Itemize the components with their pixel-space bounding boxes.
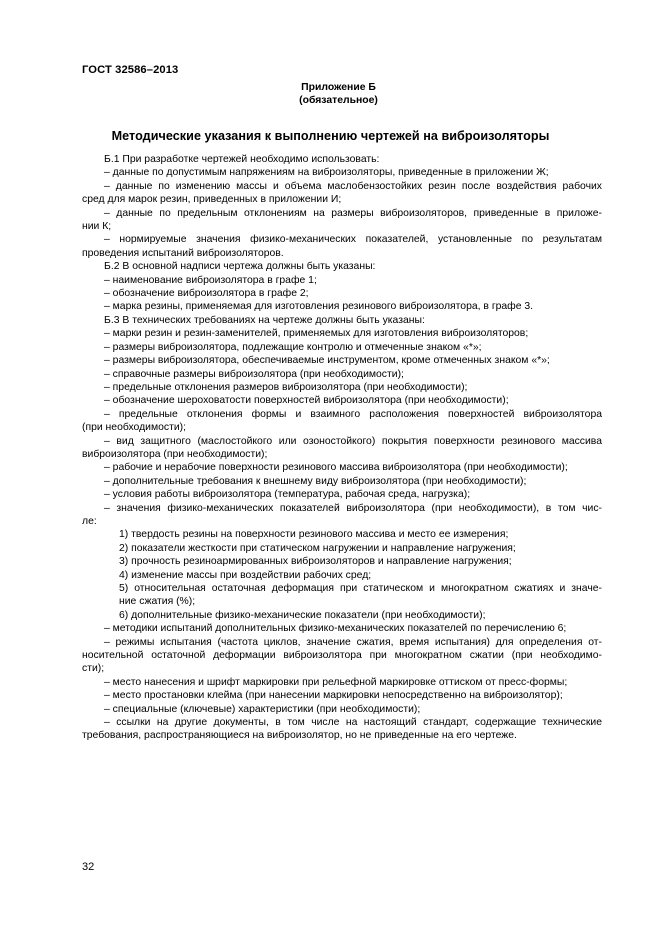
list-item-continuation: ле:: [82, 515, 97, 527]
numbered-item: 5) относительная остаточная деформация при статическом и многократном сжатиях и значе-: [119, 583, 602, 594]
body-text: [82, 153, 602, 743]
list-item: – режимы испытания (частота циклов, значение сжатия, время испытания) для определения от-: [104, 636, 602, 648]
list-item: – специальные (ключевые) характеристики (при необходимости);: [104, 703, 421, 715]
list-item: – ссылки на другие документы, в том числе на настоящий стандарт, содержащие технические: [104, 717, 602, 729]
list-item-continuation: сти);: [82, 663, 105, 675]
list-item: – место простановки клейма (при нанесении маркировки непосредственно на виброизолятор);: [104, 690, 563, 702]
numbered-item: 6) дополнительные физико-механические показатели (при необходимости);: [119, 609, 486, 621]
list-item-continuation: нии К;: [82, 221, 112, 233]
appendix-kind: (обязательное): [299, 95, 378, 106]
paragraph: Б.1 При разработке чертежей необходимо использовать:: [104, 154, 380, 165]
list-item: – предельные отклонения размеров виброизолятора (при необходимости);: [104, 381, 468, 393]
paragraph: Б.3 В технических требованиях на чертеже должны быть указаны:: [104, 314, 425, 326]
list-item: – данные по допустимым напряжениям на виброизоляторы, приведенные в приложении Ж;: [104, 167, 549, 179]
list-item: – рабочие и нерабочие поверхности резинового массива виброизолятора (при необходимости);: [104, 462, 568, 474]
list-item: – размеры виброизолятора, подлежащие контролю и отмеченные знаком «*»;: [104, 341, 482, 353]
numbered-item: 2) показатели жесткости при статическом нагружении и направление нагружения;: [119, 542, 516, 554]
list-item-continuation: сред для марок резин, приведенных в приложении И;: [82, 194, 342, 206]
list-item: – марка резины, применяемая для изготовления резинового виброизолятора, в графе 3.: [104, 301, 534, 313]
list-item: – наименование виброизолятора в графе 1;: [104, 274, 317, 286]
standard-designation: ГОСТ 32586–2013: [82, 64, 179, 76]
list-item: – дополнительные требования к внешнему виду виброизолятора (при необходимости);: [104, 475, 527, 487]
list-item: – справочные размеры виброизолятора (при необходимости);: [104, 368, 404, 380]
list-item: – данные по предельным отклонениям на размеры виброизоляторов, приведенные в приложе-: [104, 207, 602, 219]
list-item: – значения физико-механических показателей виброизолятора (при необходимости), в том чис-: [104, 502, 602, 514]
list-item: – обозначение шероховатости поверхностей виброизолятора (при необходимости);: [104, 395, 509, 407]
list-item-continuation: требования, распространяющиеся на виброизолятор, но не приведенные на его чертеже.: [82, 730, 517, 742]
list-item: – марки резин и резин-заменителей, применяемых для изготовления виброизоляторов;: [104, 328, 529, 340]
numbered-item: 1) твердость резины на поверхности резинового массива и место ее измерения;: [119, 529, 509, 541]
list-item: – предельные отклонения формы и взаимного расположения поверхностей виброизолятора: [104, 408, 602, 420]
numbered-item: 4) изменение массы при воздействии рабочих сред;: [119, 569, 372, 581]
list-item: – данные по изменению массы и объема маслобензостойких резин после воздействия рабочих: [104, 180, 602, 192]
list-item-continuation: носительной остаточной деформации виброизолятора при многократном сжатии (при необходимо-: [82, 650, 602, 662]
numbered-item: 3) прочность резиноармированных виброизоляторов и направление нагружения;: [119, 556, 512, 568]
page-number: 32: [82, 861, 95, 873]
list-item: – вид защитного (маслостойкого или озоностойкого) покрытия поверхности резинового массива: [104, 435, 602, 447]
list-item: – размеры виброизолятора, обеспечиваемые инструментом, кроме отмеченных знаком «*»;: [104, 355, 550, 367]
list-item: – место нанесения и шрифт маркировки при рельефной маркировке оттиском от пресс-формы;: [104, 676, 568, 688]
numbered-item-continuation: ние сжатия (%);: [119, 596, 196, 608]
list-item: – условия работы виброизолятора (температура, рабочая среда, нагрузка);: [104, 489, 471, 501]
appendix-title: Приложение Б: [301, 82, 376, 93]
page-title: Методические указания к выполнению чертежей на виброизоляторы: [111, 129, 550, 143]
list-item: – методики испытаний дополнительных физико-механических показателей по перечислению 6;: [104, 623, 567, 635]
list-item-continuation: (при необходимости);: [82, 422, 186, 434]
list-item: – обозначение виброизолятора в графе 2;: [104, 288, 309, 300]
list-item-continuation: проведения испытаний виброизоляторов.: [82, 247, 284, 259]
paragraph: Б.2 В основной надписи чертежа должны быть указаны:: [104, 261, 376, 273]
list-item-continuation: виброизолятора (при необходимости);: [82, 448, 268, 460]
list-item: – нормируемые значения физико-механических показателей, установленные по результатам: [104, 234, 602, 246]
